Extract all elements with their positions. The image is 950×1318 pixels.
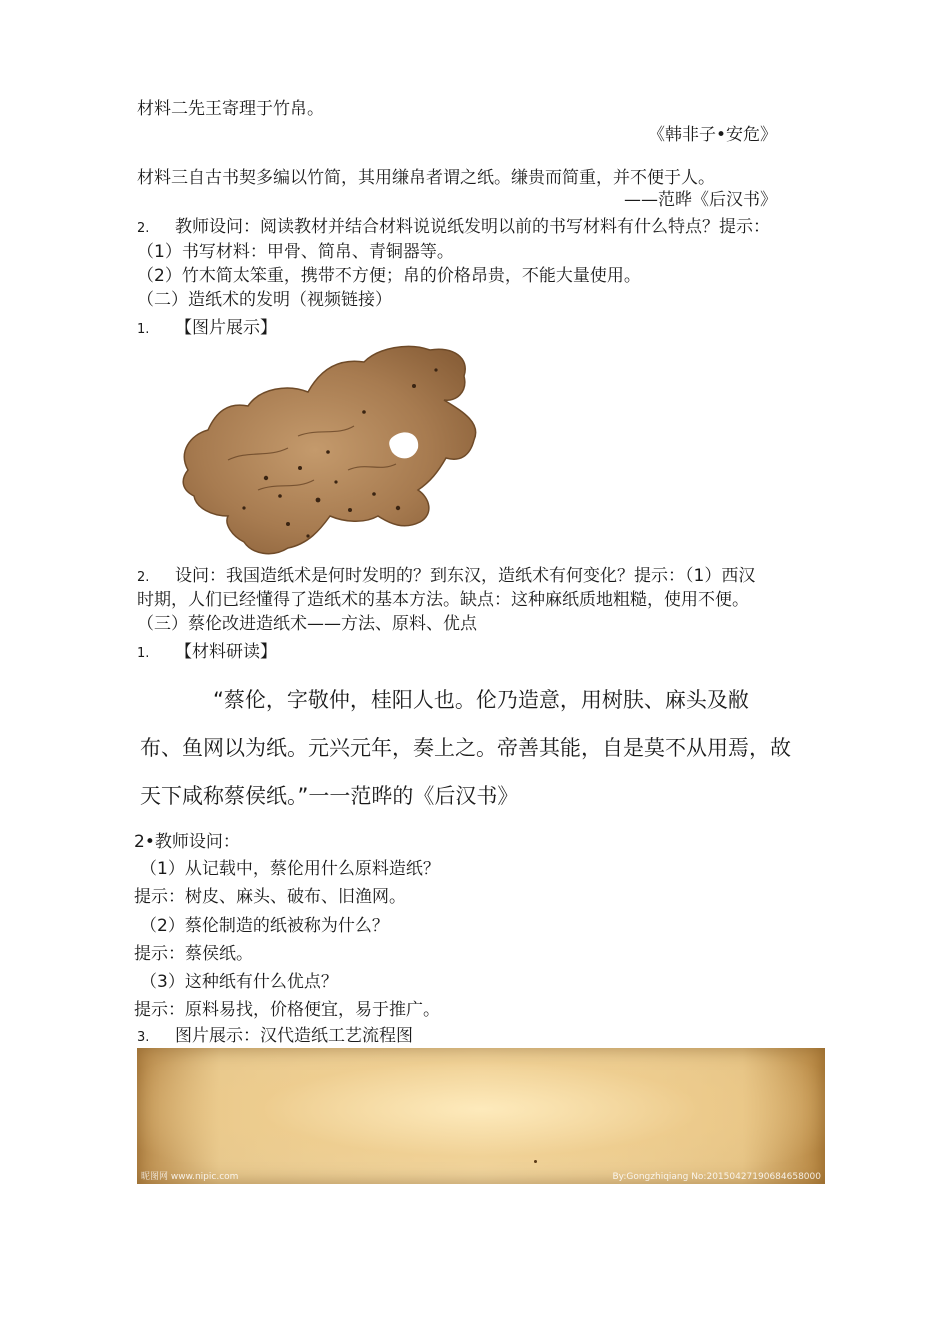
hint-answer-3: 提示：原料易找，价格便宜，易于推广。 bbox=[134, 1000, 440, 1020]
material-study-heading bbox=[137, 640, 277, 666]
quote-line-2: 布、鱼网以为纸。元兴元年，奏上之。帝善其能，自是莫不从用焉，故 bbox=[140, 736, 791, 760]
quote-line-1: “蔡伦，字敬仲，桂阳人也。伦乃造意，用树肤、麻头及敝 bbox=[213, 688, 749, 712]
quote-line-3: 天下咸称蔡侯纸。”一一范晔的《后汉书》 bbox=[140, 784, 519, 808]
list-number: 2. bbox=[137, 570, 150, 585]
papermaking-flowchart-image bbox=[137, 1048, 825, 1184]
hint-answer-2: 提示：蔡侯纸。 bbox=[134, 944, 253, 964]
watermark-left: 昵图网 www.nipic.com bbox=[141, 1172, 239, 1182]
picture-display-heading bbox=[137, 316, 277, 342]
ancient-paper-fragment-image bbox=[168, 340, 478, 562]
question-paper-invention bbox=[137, 564, 755, 590]
heading-text: 【材料研读】 bbox=[175, 642, 277, 662]
list-number: 3. bbox=[137, 1030, 150, 1045]
section-heading-2: （二）造纸术的发明（视频链接） bbox=[137, 290, 392, 310]
question-1: （1）从记载中，蔡伦用什么原料造纸？ bbox=[140, 859, 440, 879]
heading-text: 图片展示：汉代造纸工艺流程图 bbox=[175, 1026, 413, 1046]
list-number: 2. bbox=[137, 221, 150, 236]
section-heading-3: （三）蔡伦改进造纸术——方法、原料、优点 bbox=[137, 614, 477, 634]
teacher-question-heading: 2•教师设问： bbox=[134, 832, 240, 852]
hint-1: （1）书写材料：甲骨、简帛、青铜器等。 bbox=[137, 242, 454, 262]
teacher-question-2 bbox=[137, 215, 770, 241]
image-speck bbox=[534, 1160, 537, 1163]
material-three: 材料三自古书契多编以竹简，其用缣帛者谓之纸。缣贵而简重，并不便于人。 bbox=[137, 168, 715, 188]
question-paper-invention-cont: 时期，人们已经懂得了造纸术的基本方法。缺点：这种麻纸质地粗糙，使用不便。 bbox=[137, 590, 749, 610]
question-2: （2）蔡伦制造的纸被称为什么？ bbox=[140, 916, 389, 936]
watermark-right: By:Gongzhiqiang No:20150427190684658000 bbox=[612, 1172, 821, 1182]
material-three-source: ——范晔《后汉书》 bbox=[624, 190, 777, 210]
list-number: 1. bbox=[137, 646, 150, 661]
question-text: 教师设问：阅读教材并结合材料说说纸发明以前的书写材料有什么特点？提示： bbox=[175, 217, 770, 237]
question-3: （3）这种纸有什么优点？ bbox=[140, 972, 338, 992]
flowchart-heading bbox=[137, 1024, 413, 1050]
hint-answer-1: 提示：树皮、麻头、破布、旧渔网。 bbox=[134, 887, 406, 907]
heading-text: 【图片展示】 bbox=[175, 318, 277, 338]
material-two-source: 《韩非子•安危》 bbox=[647, 125, 777, 145]
hint-2: （2）竹木简太笨重，携带不方便；帛的价格昂贵，不能大量使用。 bbox=[137, 266, 641, 286]
question-text: 设问：我国造纸术是何时发明的？到东汉，造纸术有何变化？提示：（1）西汉 bbox=[175, 566, 756, 586]
material-two: 材料二先王寄理于竹帛。 bbox=[137, 99, 324, 119]
list-number: 1. bbox=[137, 322, 150, 337]
